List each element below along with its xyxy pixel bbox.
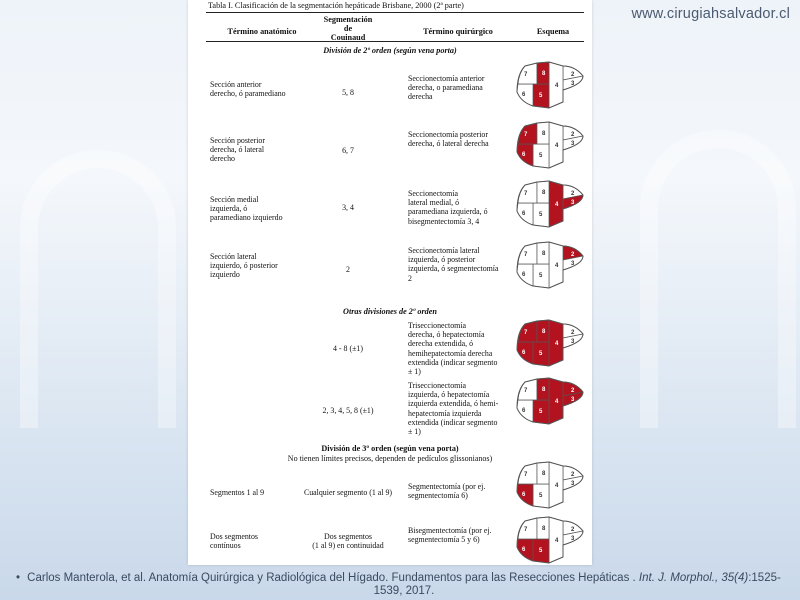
anatomic-line: Segmentos 1 al 9 <box>210 488 265 497</box>
row-7-couinaud <box>296 488 400 497</box>
row-6-couinaud <box>296 406 400 415</box>
row-6-liver-diagram <box>511 376 589 432</box>
header-couinaud-line2: de <box>343 24 353 33</box>
segment-label-3: 3 <box>571 536 575 542</box>
segment-label-7: 7 <box>524 72 528 78</box>
couinaud-line: 4 - 8 (±1) <box>333 344 363 353</box>
couinaud-line: 3, 4 <box>342 203 354 212</box>
table-caption: Tabla I. Clasificación de la segmentación hepáticade Brisbane, 2000 (2ª parte) <box>208 1 464 10</box>
segment-label-5: 5 <box>539 548 543 554</box>
header-anatomic: Término anatómico <box>227 27 297 36</box>
row-4-liver-diagram <box>511 240 589 296</box>
surgical-line: bisegmentectomía 3, 4 <box>408 216 480 226</box>
segment-label-2: 2 <box>571 252 575 258</box>
anatomic-line: paramediano izquierdo <box>210 213 283 223</box>
surgical-line: derecha, ó lateral derecha <box>408 139 489 149</box>
couinaud-line: Cualquier segmento (1 al 9) <box>303 488 393 497</box>
citation-journal: Int. J. Morphol., 35(4) <box>638 572 749 584</box>
segment-label-5: 5 <box>539 153 543 159</box>
anatomic-line: contínuos <box>210 541 241 551</box>
row-8-surgical <box>408 526 520 544</box>
citation-pages: :1525-1539, 2017. <box>373 572 781 597</box>
segment-label-6: 6 <box>522 211 526 217</box>
surgical-line: ± 1) <box>408 427 421 437</box>
anatomic-line: Sección posterior <box>210 136 265 145</box>
row-5-couinaud <box>296 344 400 353</box>
row-1-couinaud <box>296 88 400 97</box>
segment-label-4: 4 <box>555 399 559 405</box>
segment-label-8: 8 <box>542 329 546 335</box>
surgical-line: 2 <box>408 273 412 283</box>
anatomic-line: izquierdo <box>210 270 240 280</box>
segment-label-3: 3 <box>571 81 575 87</box>
segment-label-8: 8 <box>542 131 546 137</box>
surgical-line: derecha extendida, ó <box>408 339 474 349</box>
segment-label-8: 8 <box>542 251 546 257</box>
surgical-line: Triseccionectomía <box>408 381 466 390</box>
anatomic-line: Sección lateral <box>210 252 257 261</box>
segment-label-2: 2 <box>571 72 575 78</box>
segment-label-6: 6 <box>522 152 526 158</box>
segment-label-8: 8 <box>542 471 546 477</box>
segment-label-2: 2 <box>571 472 575 478</box>
section-title-other-second-order: Otras divisiones de 2º orden <box>343 307 437 316</box>
surgical-line: izquierda extendida, ó hemi- <box>408 399 499 409</box>
row-7-surgical <box>408 482 520 500</box>
surgical-line: derecha, o paramediana <box>408 83 483 93</box>
section-title-second-order: División de 2º orden (según vena porta) <box>323 46 457 55</box>
segment-label-5: 5 <box>539 93 543 99</box>
row-7-liver-diagram <box>511 460 589 516</box>
anatomic-line: izquierdo, ó posterior <box>210 261 278 271</box>
segment-label-6: 6 <box>522 350 526 356</box>
footer-bullet: • <box>16 572 21 584</box>
surgical-line: Triseccionectomía <box>408 321 466 330</box>
segment-7 <box>518 463 537 484</box>
anatomic-line: derecho <box>210 154 235 164</box>
surgical-line: derecha <box>408 92 433 102</box>
segment-label-4: 4 <box>555 83 559 89</box>
anatomic-line: Sección anterior <box>210 80 262 89</box>
row-2-liver-diagram <box>511 120 589 176</box>
citation-authors: Carlos Manterola, et al. Anatomía Quirúrgica y Radiológica del Hígado. Fundamentos para las Resecciones Hepáticas . <box>27 572 639 584</box>
segment-label-3: 3 <box>571 200 575 206</box>
segment-label-5: 5 <box>539 212 543 218</box>
section-title-third-order: División de 3º orden (según vena porta) <box>321 444 459 453</box>
header-couinaud <box>306 15 390 42</box>
segment-label-8: 8 <box>542 71 546 77</box>
segment-7 <box>518 123 537 144</box>
segment-label-4: 4 <box>555 143 559 149</box>
row-8-liver-diagram <box>511 515 589 565</box>
row-4-couinaud <box>296 265 400 274</box>
surgical-line: izquierda, ó segmentectomía <box>408 264 499 274</box>
surgical-line: ± 1) <box>408 367 421 377</box>
segment-7 <box>518 182 537 203</box>
segment-label-8: 8 <box>542 190 546 196</box>
row-8-couinaud <box>296 532 400 550</box>
segment-label-5: 5 <box>539 409 543 415</box>
row-3-couinaud <box>296 203 400 212</box>
row-6-surgical <box>408 381 520 436</box>
segment-label-2: 2 <box>571 132 575 138</box>
header-couinaud-line1: Segmentación <box>323 15 373 24</box>
site-url: www.cirugiahsalvador.cl <box>631 6 790 22</box>
segment-label-4: 4 <box>555 341 559 347</box>
row-2-couinaud <box>296 146 400 155</box>
segment-label-7: 7 <box>524 527 528 533</box>
segment-label-4: 4 <box>555 202 559 208</box>
segment-label-7: 7 <box>524 472 528 478</box>
segment-7 <box>518 243 537 264</box>
segment-label-4: 4 <box>555 263 559 269</box>
row-3-liver-diagram <box>511 179 589 235</box>
surgical-line: Segmentectomía (por ej. <box>408 482 486 491</box>
citation-footer <box>14 572 794 598</box>
surgical-line: lateral medial, ó <box>408 198 460 208</box>
segment-label-7: 7 <box>524 191 528 197</box>
segment-label-6: 6 <box>522 547 526 553</box>
header-surgical: Término quirúrgico <box>423 27 493 36</box>
section-note-third-order: No tienen límites precisos, dependen de pedículos glissonianos) <box>287 454 493 463</box>
surgical-line: Seccionectomía posterior <box>408 130 488 139</box>
surgical-line: Bisegmentectomía (por ej. <box>408 526 492 535</box>
couinaud-line: Dos segmentos <box>324 532 372 541</box>
segment-label-3: 3 <box>571 261 575 267</box>
segment-label-5: 5 <box>539 493 543 499</box>
table-top-rule <box>206 12 584 13</box>
surgical-line: extendida (indicar segmento <box>408 357 498 367</box>
anatomic-line: izquierda, ó <box>210 204 248 214</box>
anatomic-line: derecha, ó lateral <box>210 145 265 155</box>
surgical-line: derecha, ó hepatectomía <box>408 330 485 340</box>
surgical-line: Seccionectomía <box>408 189 458 198</box>
couinaud-line: (1 al 9) en continuidad <box>312 541 384 551</box>
anatomic-line: Dos segmentos <box>210 532 258 541</box>
segment-label-7: 7 <box>524 388 528 394</box>
row-3-surgical <box>408 189 520 226</box>
surgical-line: segmentectomía 5 y 6) <box>408 535 480 545</box>
segment-label-6: 6 <box>522 272 526 278</box>
header-couinaud-line3: Couinaud <box>330 33 366 42</box>
segment-label-4: 4 <box>555 538 559 544</box>
surgical-line: hemihepatectomía derecha <box>408 348 493 358</box>
segment-label-2: 2 <box>571 191 575 197</box>
segment-label-6: 6 <box>522 492 526 498</box>
surgical-line: paramediana izquierda, ó <box>408 207 488 217</box>
segment-label-2: 2 <box>571 330 575 336</box>
row-5-surgical <box>408 321 520 376</box>
segment-label-5: 5 <box>539 351 543 357</box>
segment-label-8: 8 <box>542 387 546 393</box>
couinaud-line: 2 <box>346 265 350 274</box>
table-header-rule <box>206 41 584 42</box>
surgical-line: hepatectomía izquierda <box>408 408 482 418</box>
row-2-surgical <box>408 130 520 148</box>
row-1-surgical <box>408 74 520 102</box>
segment-label-5: 5 <box>539 273 543 279</box>
couinaud-line: 6, 7 <box>342 146 354 155</box>
couinaud-line: 5, 8 <box>342 88 354 97</box>
segment-label-8: 8 <box>542 526 546 532</box>
surgical-line: segmentectomía 6) <box>408 491 468 501</box>
segment-label-3: 3 <box>571 397 575 403</box>
couinaud-line: 2, 3, 4, 5, 8 (±1) <box>322 406 374 415</box>
document-page <box>188 0 592 565</box>
segment-7 <box>518 321 537 342</box>
segment-7 <box>518 379 537 400</box>
segment-7 <box>518 63 537 84</box>
segment-label-3: 3 <box>571 339 575 345</box>
segment-label-3: 3 <box>571 141 575 147</box>
segment-7 <box>518 518 537 539</box>
background-arch-left <box>20 150 176 428</box>
segment-label-7: 7 <box>524 330 528 336</box>
segment-label-6: 6 <box>522 408 526 414</box>
background-arch-right <box>640 130 796 428</box>
surgical-line: Seccionectomía lateral <box>408 246 480 255</box>
surgical-line: Seccionectomía anterior <box>408 74 485 83</box>
anatomic-line: derecho, ó paramediano <box>210 89 286 99</box>
row-1-liver-diagram <box>511 60 589 116</box>
anatomic-line: Sección medial <box>210 195 259 204</box>
surgical-line: extendida (indicar segmento <box>408 417 498 427</box>
segment-label-2: 2 <box>571 388 575 394</box>
surgical-line: izquierda, ó hepatectomía <box>408 390 490 400</box>
row-5-liver-diagram <box>511 318 589 374</box>
surgical-line: izquierda, ó posterior <box>408 255 476 265</box>
header-scheme: Esquema <box>536 27 570 36</box>
row-4-surgical <box>408 246 520 283</box>
segment-label-3: 3 <box>571 481 575 487</box>
segment-label-7: 7 <box>524 132 528 138</box>
segment-label-6: 6 <box>522 92 526 98</box>
segment-label-2: 2 <box>571 527 575 533</box>
segment-label-7: 7 <box>524 252 528 258</box>
segment-label-4: 4 <box>555 483 559 489</box>
